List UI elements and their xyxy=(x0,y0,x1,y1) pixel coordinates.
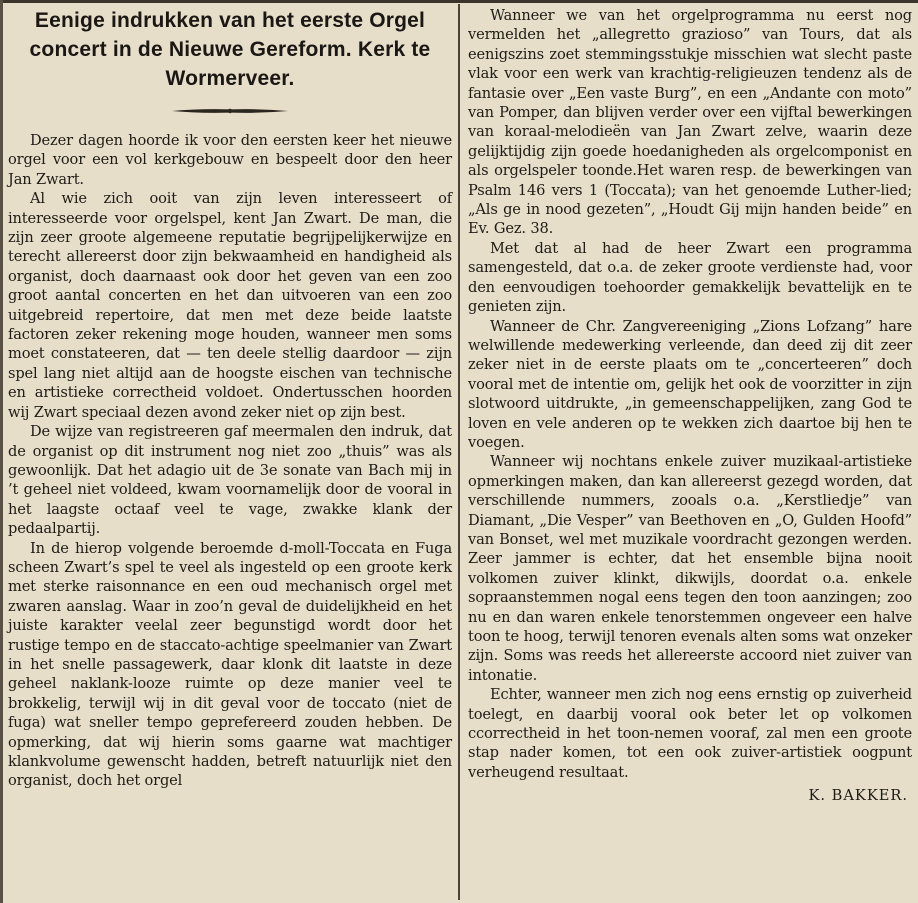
article-paragraph: Wanneer de Chr. Zangvereeniging „Zions Lofzang” hare welwillende medewerking verleende, dan deed zij dit zeer zeker niet in de eerste plaats om te „concerteeren” doch vooral met de intentie om, gelijk het ook de voorzitter in zijn slotwoord uitdrukte, „in gemeenschappelijken, zang God te loven en vele anderen op te wekken zich daartoe bij hen te voegen. xyxy=(468,317,912,451)
article-paragraph: Met dat al had de heer Zwart een programma samengesteld, dat o.a. de zeker groote verdienste had, voor den eenvoudigen toehoorder gemakkelijk bevattelijk en te genieten zijn. xyxy=(468,239,912,316)
left-column xyxy=(8,6,452,791)
headline-ornament-divider xyxy=(170,107,290,115)
article-paragraph: Al wie zich ooit van zijn leven interesseert of interesseerde voor orgelspel, kent Jan Zwart. De man, die zijn zeer groote algemeene reputatie begrijpelijkerwijze en terecht allereerst door zijn bekwaamheid en handigheid als organist, doch daarnaast ook door het geven van een zoo groot aantal concerten en het dan uitvoeren van een zoo uitgebreid repertoire, dat men met deze beide laatste factoren zeker rekening moge houden, wanneer men soms moet constateeren, dat — ten deele stellig daardoor — zijn spel lang niet altijd aan de hoogste eischen van technische en artistieke correctheid voldoet. Ondertusschen hoorden wij Zwart speciaal dezen avond zeker niet op zijn best. xyxy=(8,190,452,421)
article-paragraph: In de hierop volgende beroemde d-moll-Toccata en Fuga scheen Zwart’s spel te veel als ingesteld op een groote kerk met sterke raisonnance en een oud mechanisch orgel met zwaren aanslag. Waar in zoo’n geval de duidelijkheid en het juiste karakter veelal zeer begunstigd wordt door het rustige tempo en de staccato-achtige speelmanier van Zwart in het snelle passagewerk, daar klonk dit laatste in deze geheel naklank-looze ruimte op deze manier veel te brokkelig, terwijl wij in dit geval voor de toccato (niet de fuga) wat sneller tempo geprefereerd zouden hebben. De opmerking, dat wij hierin soms gaarne wat machtiger klankvolume gewenscht hadden, betreft natuurlijk niet den organist, doch het orgel xyxy=(8,539,452,790)
top-border-rule xyxy=(0,0,918,3)
article-paragraph: Wanneer wij nochtans enkele zuiver muzikaal-artistieke opmerkingen maken, dan kan allereerst gezegd worden, dat verschillende nummers, zooals o.a. „Kerstliedje” van Diamant, „Die Vesper” van Beethoven en „O, Gulden Hoofd” van Bonset, wel met muzikale voordracht gezongen werden. Zeer jammer is echter, dat het ensemble bijna nooit volkomen zuiver klinkt, dikwijls, doordat o.a. enkele sopraanstemmen nogal eens tegen den toon aanzingen; zoo nu en dan waren enkele tenorstemmen ongeveer een halve toon te hoog, terwijl tenoren evenals alten soms wat onzeker zijn. Soms was reeds het allereerste accoord niet zuiver van intonatie. xyxy=(468,453,912,684)
author-signature: K. BAKKER. xyxy=(808,787,908,805)
article-headline: Eenige indrukken van het eerste Orgel concert in de Nieuwe Gereform. Kerk te Wormerveer. xyxy=(29,9,431,90)
article-paragraph: De wijze van registreeren gaf meermalen den indruk, dat de organist op dit instrument nog niet zoo „thuis” was als gewoonlijk. Dat het adagio uit de 3e sonate van Bach mij in ’t geheel niet voldeed, kwam voornamelijk door de vooral in het laagste octaaf veel te vage, zwakke klank der pedaalpartij. xyxy=(8,423,452,538)
left-border-rule xyxy=(0,0,3,903)
right-column xyxy=(468,6,912,806)
column-divider-rule xyxy=(458,4,460,900)
article-paragraph: Wanneer we van het orgelprogramma nu eerst nog vermelden het „allegretto grazioso” van Tours, dat als eenigszins zoet stemmingsstukje misschien wat slecht paste vlak voor een werk van krachtig-religieuzen tendenz als de fantasie over „Een vaste Burg”, en een „Andante con moto” van Pomper, dan blijven verder over een vijftal bewerkingen van koraal-melodieën van Jan Zwart zelve, waarin deze gelijktijdig zijn goede hoedanigheden als orgelcomponist en als orgelspeler toonde.Het waren resp. de bewerkingen van Psalm 146 vers 1 (Toccata); van het genoemde Luther-lied; „Als ge in nood gezeten”, „Houdt Gij mijn handen beide” en Ev. Gez. 38. xyxy=(468,7,912,238)
article-paragraph: Dezer dagen hoorde ik voor den eersten keer het nieuwe orgel voor een vol kerkgebouw en bespeelt door den heer Jan Zwart. xyxy=(8,132,452,188)
article-paragraph: Echter, wanneer men zich nog eens ernstig op zuiverheid toelegt, en daarbij vooral ook beter let op volkomen ccorrectheid in het toon-nemen vooraf, zal men een groote stap nader komen, tot een ook zuiver-artistiek oogpunt verheugend resultaat. xyxy=(468,686,912,781)
